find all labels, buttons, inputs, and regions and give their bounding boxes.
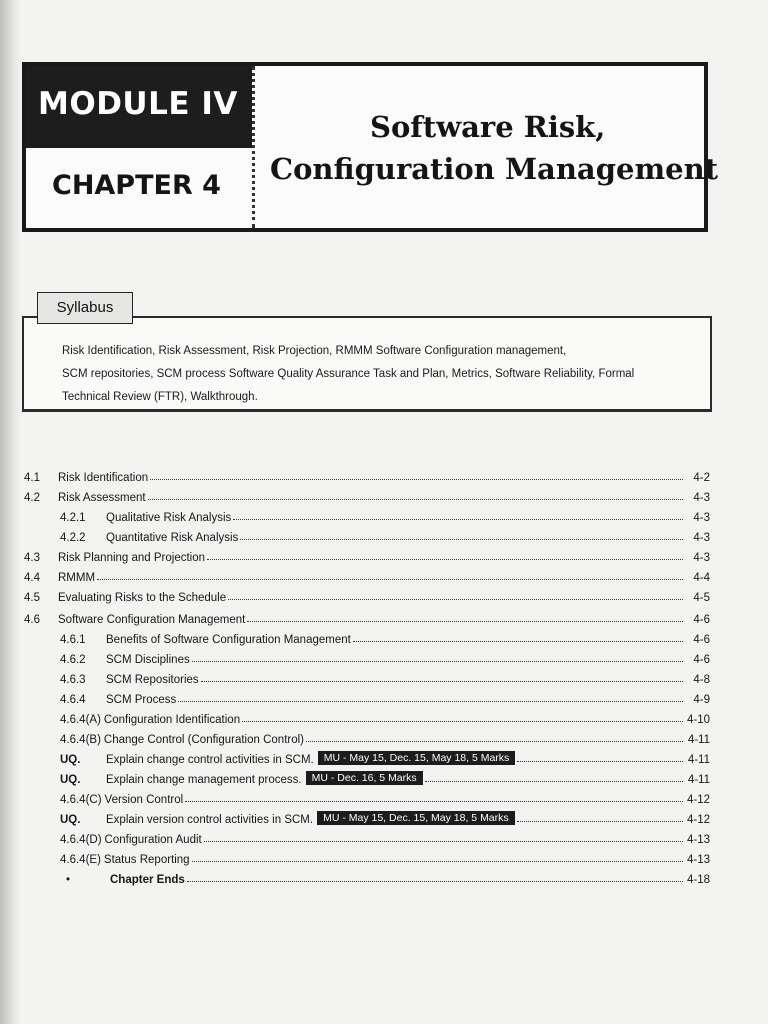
toc-title: Configuration Identification [103,714,241,726]
toc-title: SCM Process [106,694,177,706]
header-divider [252,66,255,228]
toc-leader-dots [353,641,683,642]
toc-page-number: 4-11 [687,774,710,786]
syllabus-line: SCM repositories, SCM process Software Quality Assurance Task and Plan, Metrics, Software Reliability, Formal [62,368,635,380]
toc-page-number: 4-18 [686,874,710,886]
toc-row [60,686,710,706]
toc-title: RMMM [58,572,96,584]
toc-number: 4.1 [24,472,40,484]
toc-leader-dots [97,579,683,580]
toc-page-number: 4-3 [693,552,710,564]
toc-page-number: 4-6 [693,634,710,646]
toc-leader-dots [247,621,683,622]
chapter-label: CHAPTER 4 [52,170,221,201]
toc-title: SCM Repositories [106,674,199,686]
chapter-header [22,62,719,232]
toc-number: 4.2 [24,492,40,504]
toc-leader-dots [233,519,683,520]
syllabus-box [22,316,712,412]
exam-badge: MU - May 15, Dec. 15, May 18, 5 Marks [318,751,516,765]
toc-number: 4.2.1 [60,512,86,524]
toc-row [60,806,710,826]
toc-title: Status Reporting [103,854,190,866]
toc-number: 4.6 [24,614,40,626]
toc-leader-dots [207,559,683,560]
toc-leader-dots [192,861,683,862]
toc-page-number: 4-5 [693,592,710,604]
toc-row [24,464,710,484]
toc-title: Version Control [104,794,184,806]
toc-title: Risk Identification [58,472,149,484]
toc-page-number: 4-3 [693,512,710,524]
toc-number: 4.6.4 [60,694,86,706]
toc-number: 4.6.4(E) [60,854,101,866]
module-block [26,66,252,148]
toc-number: 4.5 [24,592,40,604]
toc-page-number: 4-2 [693,472,710,484]
toc-row [60,726,710,746]
syllabus-label: Syllabus [37,292,133,324]
toc-number: 4.6.4(A) [60,714,101,726]
toc-page-number: 4-6 [693,614,710,626]
toc-row [60,846,710,866]
toc-number: 4.6.4(B) [60,734,101,746]
toc-number: 4.6.3 [60,674,86,686]
toc-page-number: 4-10 [686,714,710,726]
toc-title: Explain change management process. [106,774,302,786]
chapter-title-line1: Software Risk, [370,110,606,144]
toc-number: 4.4 [24,572,40,584]
toc-page-number: 4-13 [686,854,710,866]
toc-row [24,564,710,584]
toc-page-number: 4-13 [686,834,710,846]
toc-number: 4.6.4(D) [60,834,102,846]
toc-number: 4.2.2 [60,532,86,544]
toc-number: 4.3 [24,552,40,564]
module-label: MODULE IV [38,86,238,122]
toc-number: • [66,874,71,886]
toc-page-number: 4-3 [693,532,710,544]
toc-page-number: 4-12 [686,814,710,826]
toc-leader-dots [150,479,683,480]
toc-title: Software Configuration Management [58,614,246,626]
toc-row [60,646,710,666]
toc-title: Quantitative Risk Analysis [106,532,239,544]
toc-leader-dots [185,801,683,802]
toc-row [60,524,710,544]
toc-number: UQ. [60,774,81,786]
toc-number: UQ. [60,754,81,766]
toc-title: SCM Disciplines [106,654,190,666]
toc-page-number: 4-6 [693,654,710,666]
toc-row [60,826,710,846]
page-binding-shadow [0,0,22,1024]
toc-title: Benefits of Software Configuration Management [106,634,351,646]
toc-row [60,786,710,806]
toc-leader-dots [240,539,683,540]
toc-title: Configuration Audit [104,834,202,846]
exam-badge: MU - Dec. 16, 5 Marks [306,771,423,785]
toc-page-number: 4-9 [693,694,710,706]
toc-leader-dots [201,681,683,682]
syllabus-text [62,340,698,409]
toc-row [60,666,710,686]
toc-leader-dots [517,821,683,822]
toc-page-number: 4-12 [686,794,710,806]
toc-number: 4.6.4(C) [60,794,102,806]
toc-row [24,606,710,626]
toc-row [66,866,710,886]
toc-leader-dots [517,761,683,762]
chapter-title-line2: Configuration Management [270,152,719,186]
toc-row [24,584,710,604]
toc-title: Chapter Ends [110,874,185,886]
toc-leader-dots [148,499,683,500]
toc-row [24,484,710,504]
toc-leader-dots [178,701,683,702]
toc-row [60,706,710,726]
toc-title: Change Control (Configuration Control) [103,734,304,746]
toc-leader-dots [187,881,683,882]
toc-number: 4.6.1 [60,634,86,646]
toc-page-number: 4-8 [693,674,710,686]
toc-number: 4.6.2 [60,654,86,666]
exam-badge: MU - May 15, Dec. 15, May 18, 5 Marks [317,811,515,825]
toc-leader-dots [204,841,683,842]
toc-page-number: 4-11 [687,734,710,746]
toc-row [60,766,710,786]
toc-title: Qualitative Risk Analysis [106,512,232,524]
toc-page-number: 4-3 [693,492,710,504]
toc-leader-dots [192,661,683,662]
toc-leader-dots [306,741,683,742]
toc-page-number: 4-4 [693,572,710,584]
toc-number: UQ. [60,814,81,826]
toc-leader-dots [242,721,683,722]
toc-title: Explain change control activities in SCM. [106,754,314,766]
toc-title: Explain version control activities in SCM. [106,814,314,826]
syllabus-line: Risk Identification, Risk Assessment, Risk Projection, RMMM Software Configuration management, [62,345,567,357]
toc-title: Evaluating Risks to the Schedule [58,592,227,604]
toc-row [60,504,710,524]
toc-title: Risk Assessment [58,492,146,504]
toc-leader-dots [228,599,683,600]
toc-row [60,746,710,766]
syllabus-line: Technical Review (FTR), Walkthrough. [62,391,258,403]
toc-row [60,626,710,646]
toc-leader-dots [425,781,683,782]
toc-page-number: 4-11 [687,754,710,766]
toc-title: Risk Planning and Projection [58,552,206,564]
toc-row [24,544,710,564]
